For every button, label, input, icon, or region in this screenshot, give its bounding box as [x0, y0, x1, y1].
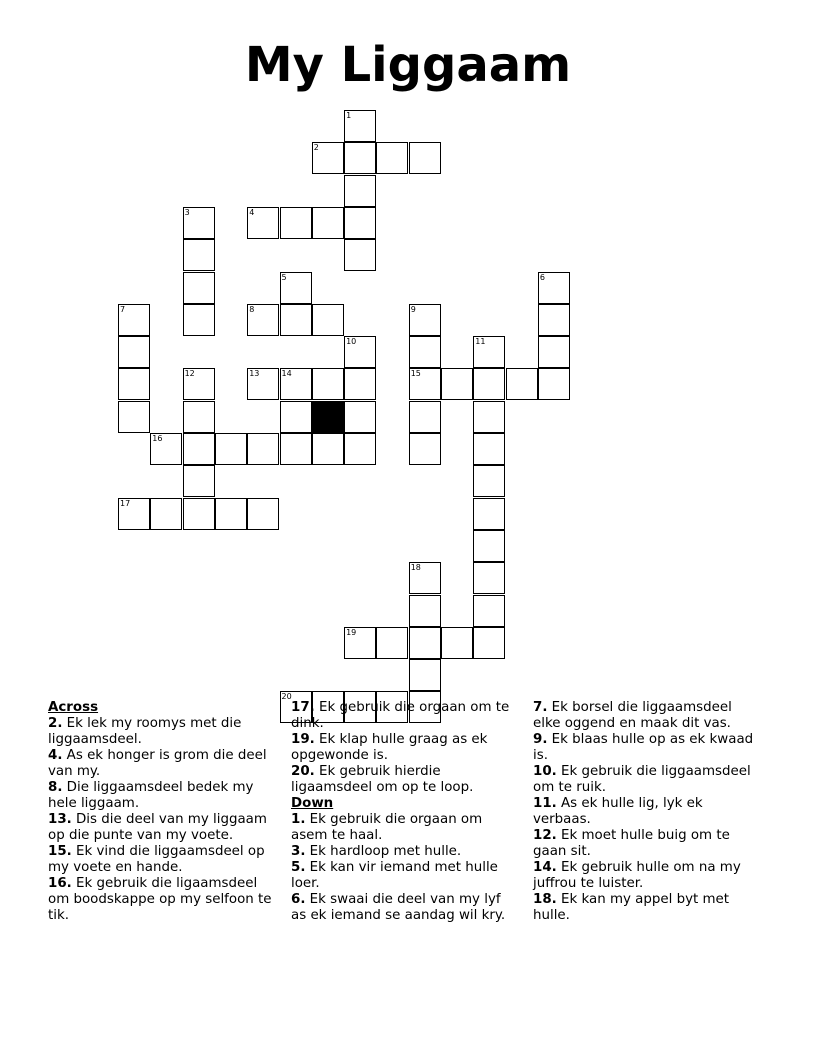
clue-item-text: Ek moet hulle buig om te gaan sit. — [533, 828, 730, 859]
grid-cell[interactable] — [312, 433, 344, 465]
clue-column-2 — [291, 700, 519, 924]
clue-item — [291, 764, 519, 796]
clue-number: 2 — [313, 143, 319, 153]
clue-item — [48, 748, 276, 780]
clue-column-1 — [48, 700, 276, 924]
grid-cell[interactable] — [280, 433, 312, 465]
grid-cell[interactable] — [183, 304, 215, 336]
grid-cell[interactable] — [473, 368, 505, 400]
grid-cell[interactable] — [312, 368, 344, 400]
grid-cell[interactable] — [409, 627, 441, 659]
grid-cell[interactable] — [312, 207, 344, 239]
clue-item — [291, 812, 519, 844]
grid-cell[interactable] — [441, 627, 473, 659]
clue-item-number: 15. — [48, 844, 72, 859]
grid-cell[interactable] — [473, 627, 505, 659]
clue-item — [48, 876, 276, 924]
grid-cell[interactable] — [183, 465, 215, 497]
grid-cell[interactable] — [376, 627, 408, 659]
grid-cell[interactable] — [183, 498, 215, 530]
grid-cell[interactable] — [118, 304, 150, 336]
grid-cell[interactable] — [183, 207, 215, 239]
clue-item-number: 5. — [291, 860, 306, 875]
grid-cell[interactable] — [473, 401, 505, 433]
clue-item-number: 18. — [533, 892, 557, 907]
clue-item-number: 20. — [291, 764, 315, 779]
grid-cell[interactable] — [538, 304, 570, 336]
clue-item — [533, 828, 761, 860]
grid-cell[interactable] — [344, 433, 376, 465]
grid-cell[interactable] — [247, 207, 279, 239]
grid-cell[interactable] — [538, 368, 570, 400]
clue-number: 7 — [120, 304, 126, 314]
clue-item — [291, 892, 519, 924]
clue-item — [291, 732, 519, 764]
grid-cell[interactable] — [215, 433, 247, 465]
clue-item-number: 14. — [533, 860, 557, 875]
clue-item-number: 12. — [533, 828, 557, 843]
grid-cell[interactable] — [344, 368, 376, 400]
clue-item-text: Ek borsel die liggaamsdeel elke oggend en maak dit vas. — [533, 700, 732, 731]
clue-column-3 — [533, 700, 761, 924]
grid-cell[interactable] — [409, 659, 441, 691]
clue-number: 8 — [249, 304, 255, 314]
clue-item — [533, 700, 761, 732]
clue-item-text: As ek hulle lig, lyk ek verbaas. — [533, 796, 703, 827]
clue-item-text: Ek swaai die deel van my lyf as ek iemand se aandag wil kry. — [291, 892, 506, 923]
clue-item-number: 19. — [291, 732, 315, 747]
clue-number: 3 — [184, 207, 190, 217]
grid-cell[interactable] — [344, 207, 376, 239]
clue-number: 10 — [346, 337, 357, 347]
clue-item-text: Ek vind die liggaamsdeel op my voete en hande. — [48, 844, 265, 875]
clue-item-number: 2. — [48, 716, 63, 731]
clue-item-text: Ek gebruik die orgaan om asem te haal. — [291, 812, 483, 843]
section-header-down: Down — [291, 796, 334, 811]
clue-item-number: 7. — [533, 700, 548, 715]
clue-item — [533, 796, 761, 828]
grid-cell[interactable] — [409, 595, 441, 627]
clue-number: 19 — [346, 627, 357, 637]
grid-cell[interactable] — [344, 110, 376, 142]
grid-cell[interactable] — [280, 272, 312, 304]
grid-cell[interactable] — [118, 368, 150, 400]
grid-cell[interactable] — [280, 401, 312, 433]
grid-cell[interactable] — [344, 336, 376, 368]
clue-item — [533, 764, 761, 796]
grid-cell[interactable] — [215, 498, 247, 530]
clue-item-text: Ek klap hulle graag as ek opgewonde is. — [291, 732, 488, 763]
grid-cell[interactable] — [538, 272, 570, 304]
grid-cell[interactable] — [376, 142, 408, 174]
grid-cell[interactable] — [506, 368, 538, 400]
clue-item-text: Ek kan my appel byt met hulle. — [533, 892, 730, 923]
grid-cell[interactable] — [473, 336, 505, 368]
clue-item-number: 10. — [533, 764, 557, 779]
clue-item-number: 4. — [48, 748, 63, 763]
clue-item-number: 16. — [48, 876, 72, 891]
clue-item-number: 13. — [48, 812, 72, 827]
grid-cell[interactable] — [150, 433, 182, 465]
clue-number: 16 — [152, 434, 163, 443]
clue-number: 5 — [281, 272, 287, 282]
clue-item-text: Ek gebruik die orgaan om te dink. — [291, 700, 510, 731]
clue-item-number: 1. — [291, 812, 306, 827]
clue-item-text: Die liggaamsdeel bedek my hele liggaam. — [48, 780, 254, 811]
grid-cell[interactable] — [409, 368, 441, 400]
clue-item — [48, 812, 276, 844]
clue-item-text: Ek blaas hulle op as ek kwaad is. — [533, 732, 754, 763]
clue-item-text: Ek lek my roomys met die liggaamsdeel. — [48, 716, 242, 747]
clue-item — [291, 844, 519, 860]
black-cell — [312, 401, 344, 433]
clue-item-number: 6. — [291, 892, 306, 907]
clue-item-number: 3. — [291, 844, 306, 859]
grid-cell[interactable] — [409, 304, 441, 336]
clue-item — [48, 780, 276, 812]
clue-number: 4 — [249, 207, 255, 217]
grid-cell[interactable] — [409, 142, 441, 174]
grid-cell[interactable] — [344, 401, 376, 433]
grid-cell[interactable] — [473, 465, 505, 497]
grid-cell[interactable] — [150, 498, 182, 530]
clue-item-text: Ek gebruik hulle om na my juffrou te luister. — [533, 860, 741, 891]
clue-item-text: Dis die deel van my liggaam op die punte van my voete. — [48, 812, 267, 843]
grid-cell[interactable] — [247, 433, 279, 465]
grid-cell[interactable] — [280, 207, 312, 239]
grid-cell[interactable] — [280, 368, 312, 400]
grid-cell[interactable] — [118, 401, 150, 433]
grid-cell[interactable] — [473, 433, 505, 465]
grid-cell[interactable] — [409, 336, 441, 368]
clue-item — [291, 860, 519, 892]
clue-number: 18 — [410, 563, 421, 573]
clue-number: 12 — [184, 369, 195, 379]
clue-number: 20 — [281, 692, 292, 702]
grid-cell[interactable] — [312, 142, 344, 174]
grid-cell[interactable] — [344, 239, 376, 271]
clue-item — [48, 716, 276, 748]
clue-item-number: 11. — [533, 796, 557, 811]
grid-cell[interactable] — [409, 433, 441, 465]
grid-cell[interactable] — [247, 498, 279, 530]
clue-item-number: 8. — [48, 780, 63, 795]
grid-cell[interactable] — [118, 336, 150, 368]
clue-number: 11 — [475, 337, 486, 347]
clue-item-text: As ek honger is grom die deel van my. — [48, 748, 267, 779]
grid-cell[interactable] — [280, 304, 312, 336]
grid-cell[interactable] — [538, 336, 570, 368]
clue-item-number: 17. — [291, 700, 315, 715]
clue-item — [533, 732, 761, 764]
grid-cell[interactable] — [247, 304, 279, 336]
grid-cell[interactable] — [183, 239, 215, 271]
grid-cell[interactable] — [409, 562, 441, 594]
grid-cell[interactable] — [247, 368, 279, 400]
grid-cell[interactable] — [183, 272, 215, 304]
grid-cell[interactable] — [473, 530, 505, 562]
section-header-across: Across — [48, 700, 99, 715]
clue-number: 14 — [281, 369, 292, 379]
clue-number: 9 — [410, 304, 416, 314]
clue-number: 17 — [120, 498, 131, 508]
grid-cell[interactable] — [183, 368, 215, 400]
clue-item — [533, 892, 761, 924]
grid-cell[interactable] — [473, 498, 505, 530]
grid-cell[interactable] — [312, 304, 344, 336]
clue-item-text: Ek kan vir iemand met hulle loer. — [291, 860, 498, 891]
clue-item — [291, 700, 519, 732]
grid-cell[interactable] — [344, 142, 376, 174]
grid-cell[interactable] — [344, 627, 376, 659]
clue-item — [533, 860, 761, 892]
grid-cell[interactable] — [183, 401, 215, 433]
clue-number: 6 — [539, 272, 545, 282]
clue-number: 1 — [346, 111, 352, 120]
clue-item-text: Ek gebruik die liggaamsdeel om te ruik. — [533, 764, 751, 795]
grid-cell[interactable] — [473, 562, 505, 594]
clue-item — [48, 844, 276, 876]
page-title: My Liggaam — [244, 37, 572, 93]
grid-cell[interactable] — [344, 175, 376, 207]
grid-cell[interactable] — [441, 368, 473, 400]
clue-item-text: Ek gebruik die ligaamsdeel om boodskappe op my selfoon te tik. — [48, 876, 272, 923]
clue-number: 13 — [249, 369, 260, 379]
clue-number: 15 — [410, 369, 421, 379]
grid-cell[interactable] — [183, 433, 215, 465]
clue-item-text: Ek gebruik hierdie ligaamsdeel om op te loop. — [291, 764, 474, 795]
clue-item-number: 9. — [533, 732, 548, 747]
grid-cell[interactable] — [473, 595, 505, 627]
grid-cell[interactable] — [409, 401, 441, 433]
grid-cell[interactable] — [118, 498, 150, 530]
clue-item-text: Ek hardloop met hulle. — [309, 844, 462, 859]
